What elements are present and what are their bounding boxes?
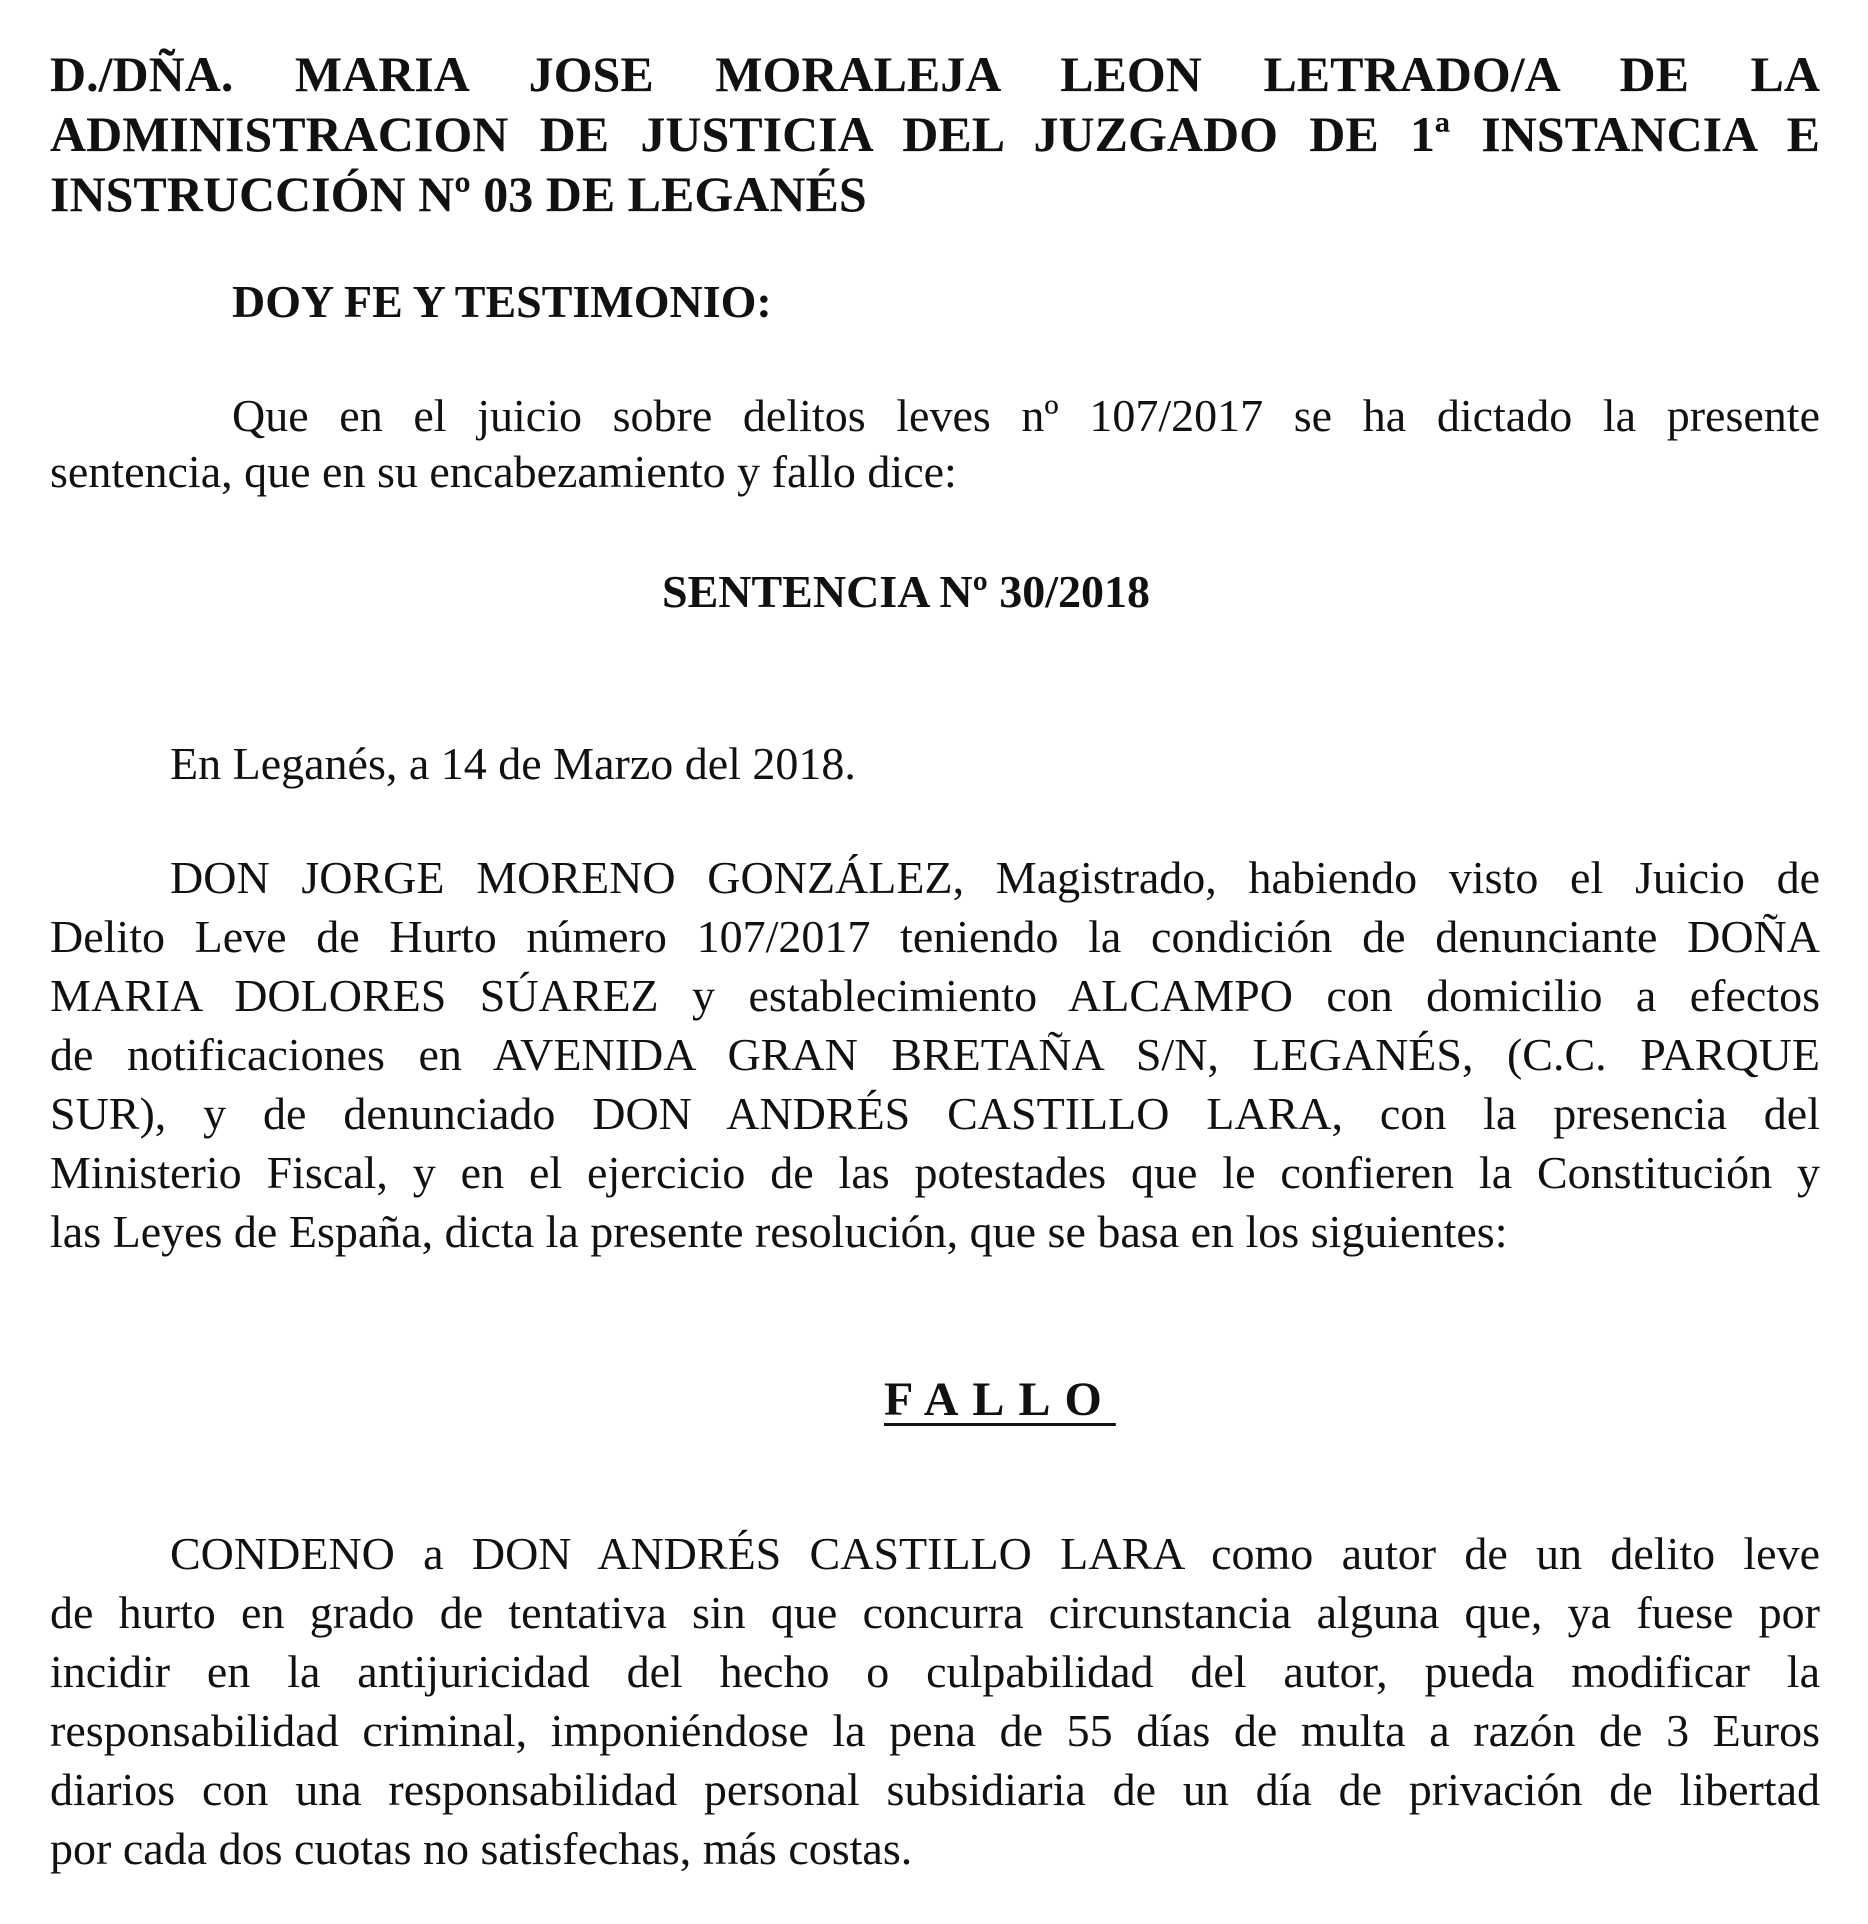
body-line: DON JORGE MORENO GONZÁLEZ, Magistrado, habiendo visto el Juicio de: [170, 852, 1820, 903]
body-line: MARIA DOLORES SÚAREZ y establecimiento ALCAMPO con domicilio a efectos: [50, 970, 1820, 1021]
document-header: [50, 44, 1820, 224]
doy-fe-heading: DOY FE Y TESTIMONIO:: [232, 276, 772, 327]
intro-line: Que en el juicio sobre delitos leves nº 107/2017 se ha dictado la presente: [232, 390, 1820, 441]
intro-line: sentencia, que en su encabezamiento y fallo dice:: [50, 446, 957, 497]
body-line: las Leyes de España, dicta la presente resolución, que se basa en los siguientes:: [50, 1206, 1508, 1257]
body-line: de notificaciones en AVENIDA GRAN BRETAÑA S/N, LEGANÉS, (C.C. PARQUE: [50, 1029, 1820, 1080]
fallo-line: responsabilidad criminal, imponiéndose la pena de 55 días de multa a razón de 3 Euros: [50, 1705, 1820, 1756]
intro-paragraph: [50, 388, 1820, 500]
date-line: En Leganés, a 14 de Marzo del 2018.: [170, 738, 856, 789]
fallo-line: de hurto en grado de tentativa sin que concurra circunstancia alguna que, ya fuese por: [50, 1587, 1820, 1638]
fallo-line: diarios con una responsabilidad personal subsidiaria de un día de privación de libertad: [50, 1764, 1820, 1815]
body-line: SUR), y de denunciado DON ANDRÉS CASTILLO LARA, con la presencia del: [50, 1088, 1820, 1139]
body-line: Ministerio Fiscal, y en el ejercicio de las potestades que le confieren la Constitución y: [50, 1147, 1820, 1198]
body-paragraph: [50, 848, 1820, 1261]
fallo-paragraph: [50, 1524, 1820, 1878]
fallo-line: CONDENO a DON ANDRÉS CASTILLO LARA como autor de un delito leve: [170, 1528, 1820, 1579]
sentencia-title: SENTENCIA Nº 30/2018: [662, 566, 1151, 617]
header-line: INSTRUCCIÓN Nº 03 DE LEGANÉS: [50, 166, 867, 222]
header-line: ADMINISTRACION DE JUSTICIA DEL JUZGADO DE 1ª INSTANCIA E: [50, 106, 1820, 162]
fallo-heading: FALLO: [884, 1373, 1116, 1426]
body-line: Delito Leve de Hurto número 107/2017 teniendo la condición de denunciante DOÑA: [50, 911, 1820, 962]
fallo-line: incidir en la antijuricidad del hecho o culpabilidad del autor, pueda modificar la: [50, 1646, 1820, 1697]
fallo-line: por cada dos cuotas no satisfechas, más costas.: [50, 1823, 913, 1874]
header-line: D./DÑA. MARIA JOSE MORALEJA LEON LETRADO/A DE LA: [50, 46, 1820, 102]
